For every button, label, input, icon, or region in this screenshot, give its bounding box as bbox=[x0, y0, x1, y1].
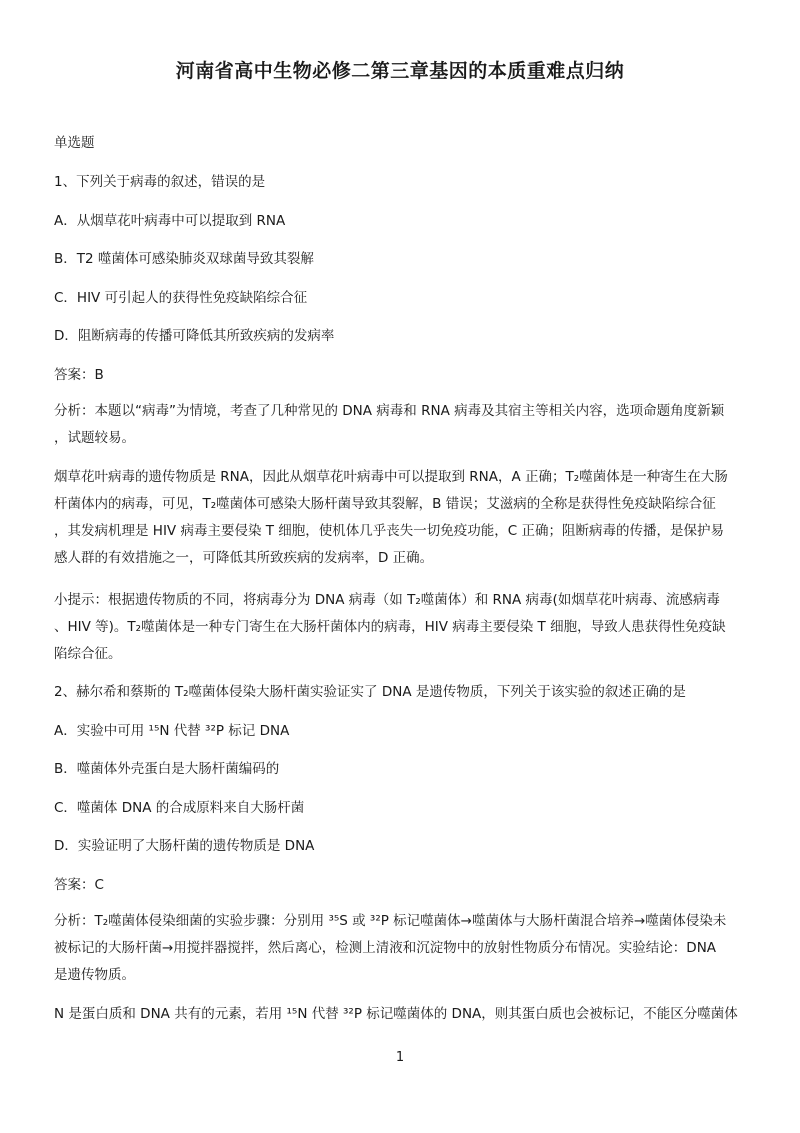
question-1-option-a: A．从烟草花叶病毒中可以提取到 RNA bbox=[54, 213, 286, 229]
document-title: 河南省高中生物必修二第三章基因的本质重难点归纳 bbox=[175, 60, 625, 82]
analysis-line: 分析：本题以“病毒”为情境，考查了几种常见的 DNA 病毒和 RNA 病毒及其宿主等相关内容，选项命题角度新颖 bbox=[54, 403, 725, 419]
question-2-option-d: D．实验证明了大肠杆菌的遗传物质是 DNA bbox=[54, 838, 315, 854]
explanation-line: 感人群的有效措施之一，可降低其所致疾病的发病率，D 正确。 bbox=[54, 550, 434, 566]
question-2-option-a: A．实验中可用 ¹⁵N 代替 ³²P 标记 DNA bbox=[54, 723, 290, 739]
analysis-line: ，试题较易。 bbox=[54, 430, 135, 446]
question-1-answer: 答案：B bbox=[54, 367, 104, 383]
question-1-option-c: C．HIV 可引起人的获得性免疫缺陷综合征 bbox=[54, 290, 308, 306]
tip-line: 、HIV 等)。T₂噬菌体是一种专门寄生在大肠杆菌体内的病毒，HIV 病毒主要侵染 T 细胞，导致人患获得性免疫缺 bbox=[54, 619, 726, 635]
question-2-answer: 答案：C bbox=[54, 877, 104, 893]
explanation-line: N 是蛋白质和 DNA 共有的元素，若用 ¹⁵N 代替 ³²P 标记噬菌体的 DNA，则其蛋白质也会被标记，不能区分噬菌体 bbox=[54, 1006, 738, 1022]
question-2-option-b: B．噬菌体外壳蛋白是大肠杆菌编码的 bbox=[54, 761, 280, 777]
explanation-line: 烟草花叶病毒的遗传物质是 RNA，因此从烟草花叶病毒中可以提取到 RNA，A 正确；T₂噬菌体是一种寄生在大肠 bbox=[54, 469, 728, 485]
question-2-explanation bbox=[54, 1001, 754, 1028]
explanation-line: 杆菌体内的病毒，可见，T₂噬菌体可感染大肠杆菌导致其裂解，B 错误；艾滋病的全称是获得性免疫缺陷综合征 bbox=[54, 496, 716, 512]
question-1-analysis bbox=[54, 398, 754, 452]
analysis-line: 被标记的大肠杆菌→用搅拌器搅拌，然后离心，检测上清液和沉淀物中的放射性物质分布情况。实验结论：DNA bbox=[54, 940, 717, 956]
question-1-explanation bbox=[54, 464, 754, 572]
page-number: 1 bbox=[395, 1050, 405, 1065]
tip-line: 小提示：根据遗传物质的不同，将病毒分为 DNA 病毒（如 T₂噬菌体）和 RNA 病毒(如烟草花叶病毒、流感病毒 bbox=[54, 592, 720, 608]
question-2-stem: 2、赫尔希和蔡斯的 T₂噬菌体侵染大肠杆菌实验证实了 DNA 是遗传物质，下列关于该实验的叙述正确的是 bbox=[54, 684, 686, 700]
explanation-line: ，其发病机理是 HIV 病毒主要侵染 T 细胞，使机体几乎丧失一切免疫功能，C 正确；阻断病毒的传播，是保护易 bbox=[54, 523, 724, 539]
question-2-option-c: C．噬菌体 DNA 的合成原料来自大肠杆菌 bbox=[54, 800, 305, 816]
analysis-line: 是遗传物质。 bbox=[54, 967, 135, 983]
tip-line: 陷综合征。 bbox=[54, 646, 122, 662]
question-1-option-b: B．T2 噬菌体可感染肺炎双球菌导致其裂解 bbox=[54, 251, 314, 267]
question-1-tip bbox=[54, 587, 754, 668]
section-heading: 单选题 bbox=[54, 135, 95, 151]
question-2-analysis bbox=[54, 908, 754, 989]
question-1-stem: 1、下列关于病毒的叙述，错误的是 bbox=[54, 174, 266, 190]
question-1-option-d: D．阻断病毒的传播可降低其所致疾病的发病率 bbox=[54, 328, 335, 344]
analysis-line: 分析：T₂噬菌体侵染细菌的实验步骤：分别用 ³⁵S 或 ³²P 标记噬菌体→噬菌体与大肠杆菌混合培养→噬菌体侵染未 bbox=[54, 913, 727, 929]
